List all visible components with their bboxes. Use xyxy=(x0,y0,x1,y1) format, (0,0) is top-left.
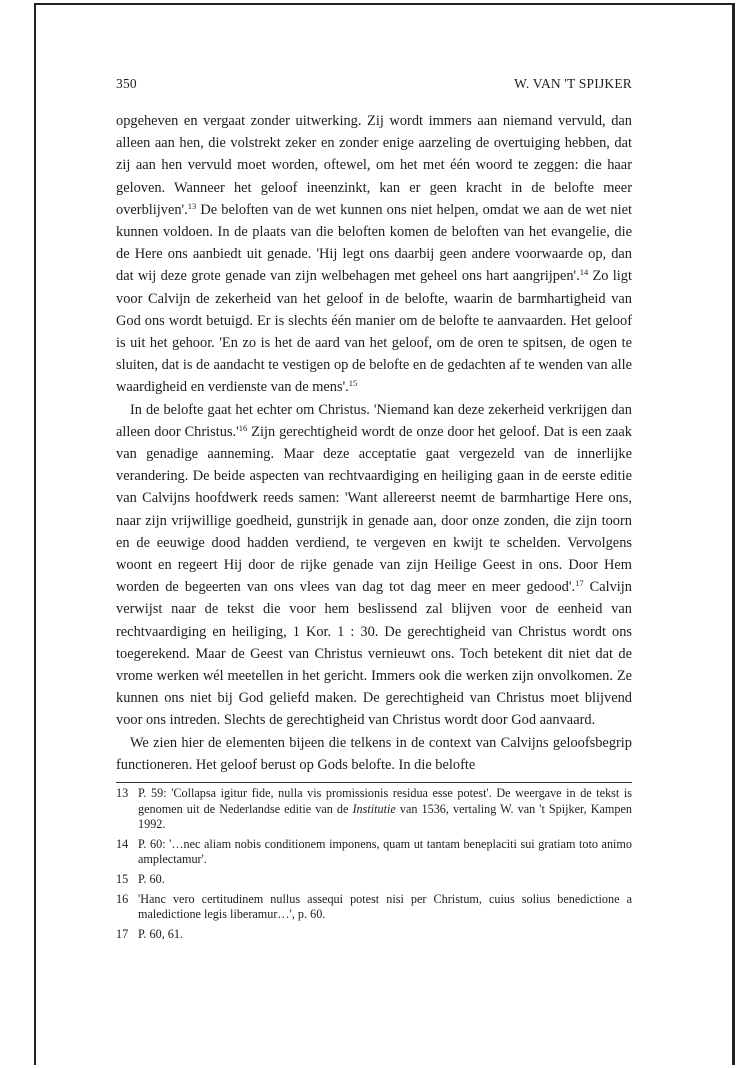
footnote-reference: 17 xyxy=(575,578,584,589)
text-run: P. 60, 61. xyxy=(138,926,184,941)
scan-border-left xyxy=(34,3,36,1065)
footnote xyxy=(116,786,632,833)
text-run: Zijn gerechtigheid wordt de onze door het geloof. Dat is een zaak van genadige aanneming. Maar deze acceptatie gaat vergezeld van de innerlijke verandering. De beide aspecten van rechtvaardiging en heiliging gaan in de eerste editie van Calvijns hoofdwerk reeds samen: 'Want allereerst neemt de barmhartige Here ons, naar zijn vrijwillige goedheid, gunstrijk in genade aan, door onze zonden, die zijn toorn en de eeuwige dood hadden verdiend, te vergeven en kwijt te schelden. Vervolgens woont en regeert Hij door de rijke genade van zijn Heilige Geest in ons. Door Hem worden de begeerten van ons vlees van dag tot dag meer en meer gedood'. xyxy=(116,423,632,596)
footnote xyxy=(116,927,632,943)
running-head xyxy=(116,76,632,92)
footnote xyxy=(116,872,632,888)
paragraph xyxy=(116,110,632,399)
footnote-text xyxy=(138,837,632,868)
text-run: De beloften van de wet kunnen ons niet helpen, omdat we aan de wet niet kunnen voldoen. In de plaats van die beloften komen de beloften van het evangelie, die de Here ons aanbiedt uit genade. 'Hij legt ons daarbij geen andere voorwaarde op, dan dat wij deze grote genade van zijn welbehagen met geheel ons hart aangrijpen'. xyxy=(116,201,632,285)
footnote xyxy=(116,892,632,923)
footnote-number: 13 xyxy=(116,786,129,801)
footnote-number: 16 xyxy=(116,891,129,906)
text-run: P. 60: '…nec aliam nobis conditionem imponens, quam ut tantam beneplaciti sui gratiam toto animo amplectamur'. xyxy=(138,836,632,867)
running-title: W. VAN 'T SPIJKER xyxy=(514,76,632,91)
body-text xyxy=(116,110,632,776)
text-run: 'Hanc vero certitudinem nullus assequi potest nisi per Christum, cuius solius benedictione a maledictione legis liberamur…', p. 60. xyxy=(138,891,632,922)
footnote-number: 15 xyxy=(116,872,129,887)
footnote-reference: 14 xyxy=(579,267,589,278)
footnote-text xyxy=(138,786,632,833)
footnote-reference: 15 xyxy=(348,378,358,389)
scan-border-top xyxy=(34,3,734,5)
footnote-text xyxy=(138,872,632,888)
text-run: opgeheven en vergaat zonder uitwerking. Zij wordt immers aan niemand vervuld, dan alleen aan hen, die volstrekt zeker en zonder enige aarzeling de overtuiging hebben, dat zij aan hen vervuld moet worden, oftewel, om het met één woord te zeggen: die haar geloven. Wanneer het geloof ineenzinkt, kan er geen kracht in de belofte meer overblijven'. xyxy=(116,113,632,218)
text-run: Calvijn verwijst naar de tekst die voor hem beslissend zal blijven voor de eenheid van rechtvaardiging en heiliging, 1 Kor. 1 : 30. De gerechtigheid van Christus wordt ons toegerekend. Maar de Geest van Christus vernieuwt ons. Toch betekent dit niet dat de vrome werken wél meetellen in het gericht. Immers ook die werken zijn onvolkomen. Ze kunnen ons niet bij God geliefd maken. De gerechtigheid van Christus moet blijvend voor ons intreden. Slechts de gerechtigheid van Christus wordt door God aanvaard. xyxy=(116,579,632,729)
footnotes xyxy=(116,782,632,942)
paragraph xyxy=(116,399,632,732)
text-run: P. 60. xyxy=(138,872,165,887)
footnote-text xyxy=(138,892,632,923)
text-run: Zo ligt voor Calvijn de zekerheid van het geloof in de belofte, waarin de barmhartigheid van God ons wordt betuigd. Er is slechts één manier om de belofte te aanvaarden. Het geloof is uit het gehoor. 'En zo is het de aard van het geloof, om de oren te spitsen, de ogen te sluiten, dat is de aandacht te vestigen op de belofte en de gedachten af te wenden van alle waardigheid en verdienste van de mens'. xyxy=(116,268,632,396)
text-run: We zien hier de elementen bijeen die telkens in de context van Calvijns geloofsbegrip functioneren. Het geloof berust op Gods belofte. In die belofte xyxy=(116,734,632,773)
text-run: P. 59: 'Collapsa igitur fide, nulla vis promissionis residua esse potest'. De weergave in de tekst is genomen uit de Nederlandse editie van de xyxy=(138,786,632,816)
page-number: 350 xyxy=(116,76,137,91)
footnote xyxy=(116,837,632,868)
scan-border-right xyxy=(732,3,735,1065)
book-page xyxy=(116,76,632,946)
footnote-text xyxy=(138,927,632,943)
text-run: In de belofte gaat het echter om Christus. 'Niemand kan deze zekerheid verkrijgen dan alleen door Christus.' xyxy=(116,401,632,440)
footnote-number: 17 xyxy=(116,926,129,941)
footnote-reference: 13 xyxy=(187,200,197,211)
text-run: van 1536, vertaling W. van 't Spijker, Kampen 1992. xyxy=(138,801,633,832)
footnote-number: 14 xyxy=(116,836,129,851)
paragraph xyxy=(116,732,632,776)
italic-title: Institutie xyxy=(352,801,396,816)
footnote-reference: 16 xyxy=(238,422,248,433)
